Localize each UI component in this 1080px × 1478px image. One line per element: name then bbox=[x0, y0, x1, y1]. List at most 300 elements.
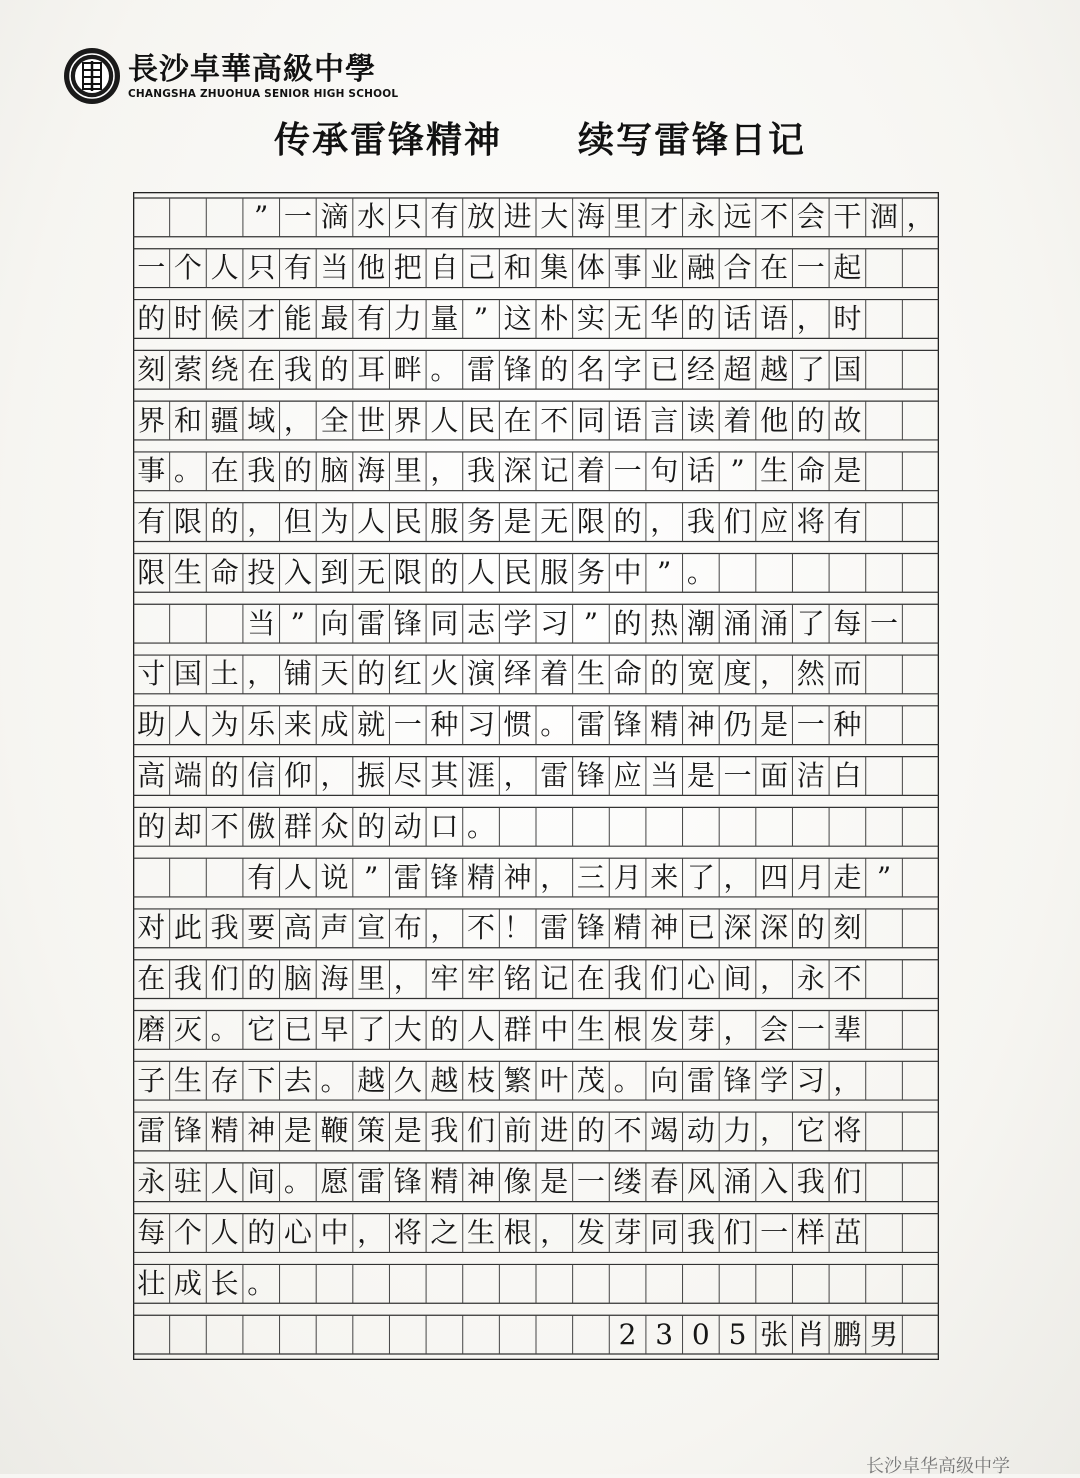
grid-char: 我 bbox=[467, 454, 496, 488]
grid-char: 每 bbox=[137, 1216, 166, 1250]
grid-char: 茂 bbox=[576, 1063, 605, 1097]
grid-char: 在 bbox=[503, 403, 532, 437]
grid-char: 一 bbox=[796, 251, 825, 285]
grid-char: 习 bbox=[540, 606, 569, 640]
grid-char: 们 bbox=[210, 962, 239, 996]
grid-char: 牢 bbox=[467, 962, 496, 996]
grid-char: 的 bbox=[283, 454, 312, 488]
grid-char: 潮 bbox=[686, 606, 715, 640]
grid-char: 种 bbox=[833, 708, 862, 742]
grid-char: 越 bbox=[430, 1063, 459, 1097]
grid-char: 芽 bbox=[613, 1216, 642, 1250]
grid-char: 为 bbox=[320, 505, 349, 539]
grid-char: 寸 bbox=[137, 657, 166, 691]
grid-char: 我 bbox=[173, 962, 202, 996]
grid-char: 限 bbox=[173, 505, 202, 539]
grid-char: 对 bbox=[137, 911, 166, 945]
grid-char: 人 bbox=[467, 1012, 496, 1046]
grid-char: 。 bbox=[283, 1165, 312, 1199]
writing-grid bbox=[133, 192, 939, 1360]
grid-char: 的 bbox=[210, 758, 239, 792]
grid-char: 了 bbox=[796, 352, 825, 386]
grid-char: 语 bbox=[760, 301, 789, 335]
grid-char: 一 bbox=[796, 1012, 825, 1046]
grid-char: 种 bbox=[430, 708, 459, 742]
grid-char: 锋 bbox=[173, 1114, 202, 1148]
grid-char: 里 bbox=[357, 962, 386, 996]
grid-char: 着 bbox=[576, 454, 605, 488]
grid-char: 涯 bbox=[467, 758, 496, 792]
grid-char: 是 bbox=[393, 1114, 422, 1148]
grid-char: 候 bbox=[210, 301, 239, 335]
grid-char: 的 bbox=[613, 505, 642, 539]
grid-char: 干 bbox=[833, 200, 862, 234]
grid-char: 声 bbox=[320, 911, 349, 945]
grid-char: 限 bbox=[137, 555, 166, 589]
grid-char: ， bbox=[247, 657, 276, 691]
grid-char: 记 bbox=[540, 454, 569, 488]
grid-char: 众 bbox=[320, 809, 349, 843]
grid-char: 在 bbox=[247, 352, 276, 386]
grid-char: 向 bbox=[320, 606, 349, 640]
grid-char: 一 bbox=[796, 708, 825, 742]
grid-char: 锋 bbox=[613, 708, 642, 742]
grid-char: 时 bbox=[833, 301, 862, 335]
grid-char: 个 bbox=[173, 1216, 202, 1250]
grid-char: 大 bbox=[540, 200, 569, 234]
grid-char: 春 bbox=[650, 1165, 679, 1199]
grid-char: 振 bbox=[357, 758, 386, 792]
grid-char: 深 bbox=[760, 911, 789, 945]
grid-char: 宽 bbox=[686, 657, 715, 691]
grid-char: 无 bbox=[613, 301, 642, 335]
grid-char: 繁 bbox=[503, 1063, 532, 1097]
grid-char: 们 bbox=[723, 505, 752, 539]
grid-char: 来 bbox=[283, 708, 312, 742]
grid-char: 月 bbox=[613, 860, 642, 894]
grid-char: 有 bbox=[137, 505, 166, 539]
grid-char: 。 bbox=[613, 1063, 642, 1097]
grid-char: 却 bbox=[173, 809, 202, 843]
signature-char: 男 bbox=[870, 1317, 899, 1351]
grid-char: 人 bbox=[283, 860, 312, 894]
grid-char: 了 bbox=[796, 606, 825, 640]
grid-char: 它 bbox=[247, 1012, 276, 1046]
grid-char: 朴 bbox=[540, 301, 569, 335]
grid-char: 心 bbox=[283, 1216, 312, 1250]
grid-char: 刻 bbox=[137, 352, 166, 386]
grid-char: 存 bbox=[210, 1063, 239, 1097]
grid-char: 的 bbox=[320, 352, 349, 386]
grid-char: 热 bbox=[650, 606, 679, 640]
grid-char: ， bbox=[760, 657, 789, 691]
grid-char: 精 bbox=[613, 911, 642, 945]
grid-char: 驻 bbox=[173, 1165, 202, 1199]
grid-char: 像 bbox=[503, 1165, 532, 1199]
signature-char: 鹏 bbox=[833, 1317, 862, 1351]
grid-char: 人 bbox=[210, 1216, 239, 1250]
grid-char: 叶 bbox=[540, 1063, 569, 1097]
grid-char: ， bbox=[833, 1063, 862, 1097]
grid-char: 辈 bbox=[833, 1012, 862, 1046]
grid-char: 刻 bbox=[833, 911, 862, 945]
grid-char: 神 bbox=[467, 1165, 496, 1199]
grid-char: 将 bbox=[796, 505, 825, 539]
grid-char: ” bbox=[254, 200, 269, 234]
grid-char: 话 bbox=[723, 301, 752, 335]
grid-char: 动 bbox=[686, 1114, 715, 1148]
grid-char: 已 bbox=[283, 1012, 312, 1046]
grid-char: 。 bbox=[686, 555, 715, 589]
grid-char: 服 bbox=[540, 555, 569, 589]
grid-char: 其 bbox=[430, 758, 459, 792]
grid-char: 会 bbox=[760, 1012, 789, 1046]
grid-char: 们 bbox=[467, 1114, 496, 1148]
grid-char: 我 bbox=[247, 454, 276, 488]
grid-char: 远 bbox=[723, 200, 752, 234]
grid-char: 永 bbox=[137, 1165, 166, 1199]
grid-char: 大 bbox=[393, 1012, 422, 1046]
grid-char: 涌 bbox=[723, 606, 752, 640]
grid-char: 了 bbox=[686, 860, 715, 894]
grid-char: 就 bbox=[357, 708, 386, 742]
grid-char: ” bbox=[473, 301, 489, 335]
grid-char: 是 bbox=[503, 505, 532, 539]
grid-char: 的 bbox=[650, 657, 679, 691]
grid-char: 不 bbox=[760, 200, 789, 234]
grid-char: 四 bbox=[760, 860, 789, 894]
grid-char: 水 bbox=[357, 200, 386, 234]
grid-char: 我 bbox=[686, 1216, 715, 1250]
grid-char: 锋 bbox=[576, 758, 605, 792]
grid-char: 锋 bbox=[503, 352, 532, 386]
grid-char: 一 bbox=[576, 1165, 605, 1199]
grid-char: 是 bbox=[540, 1165, 569, 1199]
grid-char: 此 bbox=[173, 911, 202, 945]
signature-char: 5 bbox=[728, 1317, 747, 1351]
grid-char: 每 bbox=[833, 606, 862, 640]
grid-char: 枝 bbox=[467, 1063, 496, 1097]
grid-char: 我 bbox=[613, 962, 642, 996]
grid-char: 命 bbox=[796, 454, 825, 488]
grid-char: 。 bbox=[173, 454, 202, 488]
grid-char: 学 bbox=[503, 606, 532, 640]
grid-char: 才 bbox=[650, 200, 679, 234]
grid-char: 雷 bbox=[393, 860, 422, 894]
grid-char: 投 bbox=[247, 555, 276, 589]
grid-char: ， bbox=[430, 454, 459, 488]
grid-char: 的 bbox=[137, 809, 166, 843]
grid-char: 业 bbox=[650, 251, 679, 285]
grid-char: 。 bbox=[467, 809, 496, 843]
grid-char: ” bbox=[290, 606, 305, 640]
grid-char: 学 bbox=[760, 1063, 789, 1097]
grid-char: 雷 bbox=[686, 1063, 715, 1097]
grid-char: 永 bbox=[686, 200, 715, 234]
grid-char: ， bbox=[796, 301, 825, 335]
grid-char: 惯 bbox=[503, 708, 532, 742]
grid-char: 服 bbox=[430, 505, 459, 539]
grid-char: ， bbox=[540, 1216, 569, 1250]
grid-char: 会 bbox=[796, 200, 825, 234]
grid-char: 绕 bbox=[210, 352, 239, 386]
grid-char: 记 bbox=[540, 962, 569, 996]
grid-char: 精 bbox=[467, 860, 496, 894]
grid-char: 了 bbox=[357, 1012, 386, 1046]
grid-char: 去 bbox=[283, 1063, 312, 1097]
grid-char: 有 bbox=[357, 301, 386, 335]
grid-char: 最 bbox=[320, 301, 349, 335]
grid-char: 当 bbox=[320, 251, 349, 285]
grid-char: 语 bbox=[613, 403, 642, 437]
grid-char: 务 bbox=[576, 555, 605, 589]
grid-char: 不 bbox=[613, 1114, 642, 1148]
grid-char: 一 bbox=[723, 758, 752, 792]
grid-char: 发 bbox=[650, 1012, 679, 1046]
grid-char: 芽 bbox=[686, 1012, 715, 1046]
grid-char: 。 bbox=[320, 1063, 349, 1097]
grid-char: 入 bbox=[760, 1165, 789, 1199]
grid-char: 前 bbox=[503, 1114, 532, 1148]
school-name-english: CHANGSHA ZHUOHUA SENIOR HIGH SCHOOL bbox=[128, 88, 399, 100]
grid-char: 域 bbox=[247, 403, 276, 437]
grid-char: 我 bbox=[796, 1165, 825, 1199]
grid-char: 生 bbox=[173, 555, 202, 589]
grid-char: 萦 bbox=[173, 352, 202, 386]
grid-char: 句 bbox=[650, 454, 679, 488]
grid-char: ， bbox=[723, 860, 752, 894]
grid-char: 将 bbox=[833, 1114, 862, 1148]
grid-char: 海 bbox=[357, 454, 386, 488]
grid-char: ” bbox=[730, 454, 745, 488]
grid-char: 精 bbox=[650, 708, 679, 742]
grid-char: 鞭 bbox=[320, 1114, 349, 1148]
grid-char: 同 bbox=[576, 403, 605, 437]
grid-char: 同 bbox=[650, 1216, 679, 1250]
grid-char: 起 bbox=[833, 251, 862, 285]
grid-char: 的 bbox=[247, 1216, 276, 1250]
grid-char: 走 bbox=[833, 860, 862, 894]
grid-char: 雷 bbox=[576, 708, 605, 742]
grid-char: 愿 bbox=[320, 1165, 349, 1199]
grid-char: 心 bbox=[686, 962, 715, 996]
grid-char: 界 bbox=[393, 403, 422, 437]
grid-char: 雷 bbox=[540, 758, 569, 792]
school-emblem-icon bbox=[62, 46, 122, 106]
grid-char: 无 bbox=[540, 505, 569, 539]
grid-char: ， bbox=[723, 1012, 752, 1046]
grid-char: 高 bbox=[283, 911, 312, 945]
grid-char: 实 bbox=[576, 301, 605, 335]
grid-char: 它 bbox=[796, 1114, 825, 1148]
grid-char: 到 bbox=[320, 555, 349, 589]
grid-char: 牢 bbox=[430, 962, 459, 996]
grid-char: 土 bbox=[210, 657, 239, 691]
grid-char: 但 bbox=[283, 505, 312, 539]
grid-char: ” bbox=[583, 606, 599, 640]
grid-char: 人 bbox=[210, 251, 239, 285]
grid-char: 根 bbox=[503, 1216, 532, 1250]
grid-char: 壮 bbox=[137, 1266, 166, 1300]
grid-char: 是 bbox=[833, 454, 862, 488]
signature-char: 肖 bbox=[796, 1317, 825, 1351]
grid-char: 向 bbox=[650, 1063, 679, 1097]
grid-char: 宣 bbox=[357, 911, 386, 945]
grid-char: 精 bbox=[210, 1114, 239, 1148]
grid-char: 成 bbox=[173, 1266, 202, 1300]
grid-char: ， bbox=[247, 505, 276, 539]
grid-char: 锋 bbox=[430, 860, 459, 894]
grid-char: 人 bbox=[210, 1165, 239, 1199]
grid-char: 有 bbox=[247, 860, 276, 894]
grid-char: 锋 bbox=[393, 1165, 422, 1199]
grid-char: 在 bbox=[210, 454, 239, 488]
grid-char: 务 bbox=[467, 505, 496, 539]
grid-char: 洁 bbox=[796, 758, 825, 792]
grid-char: 我 bbox=[283, 352, 312, 386]
grid-char: 体 bbox=[576, 251, 605, 285]
grid-char: 成 bbox=[320, 708, 349, 742]
grid-char: 。 bbox=[210, 1012, 239, 1046]
grid-char: 神 bbox=[686, 708, 715, 742]
grid-char: 人 bbox=[430, 403, 459, 437]
grid-char: ， bbox=[430, 911, 459, 945]
grid-char: 习 bbox=[467, 708, 496, 742]
grid-char: 白 bbox=[833, 758, 862, 792]
grid-char: 群 bbox=[283, 809, 312, 843]
grid-char: 间 bbox=[723, 962, 752, 996]
grid-char: 习 bbox=[796, 1063, 825, 1097]
grid-char: 乐 bbox=[247, 708, 276, 742]
grid-char: 只 bbox=[393, 200, 422, 234]
grid-char: 锋 bbox=[393, 606, 422, 640]
grid-char: 他 bbox=[357, 251, 386, 285]
grid-char: 仰 bbox=[283, 758, 312, 792]
grid-char: 。 bbox=[247, 1266, 276, 1300]
grid-char: 命 bbox=[210, 555, 239, 589]
grid-char: 雷 bbox=[540, 911, 569, 945]
grid-char: ， bbox=[760, 962, 789, 996]
grid-char: 己 bbox=[467, 251, 496, 285]
grid-char: 才 bbox=[247, 301, 276, 335]
grid-char: 不 bbox=[540, 403, 569, 437]
grid-char: 进 bbox=[540, 1114, 569, 1148]
grid-char: 一 bbox=[613, 454, 642, 488]
grid-char: 经 bbox=[686, 352, 715, 386]
grid-char: 人 bbox=[467, 555, 496, 589]
grid-char: 国 bbox=[173, 657, 202, 691]
grid-char: 着 bbox=[723, 403, 752, 437]
grid-char: 集 bbox=[540, 251, 569, 285]
grid-char: 月 bbox=[796, 860, 825, 894]
grid-char: 红 bbox=[393, 657, 422, 691]
grid-char: 的 bbox=[357, 809, 386, 843]
grid-char: 自 bbox=[430, 251, 459, 285]
grid-char: ， bbox=[760, 1114, 789, 1148]
grid-char: 的 bbox=[576, 1114, 605, 1148]
grid-char: 灭 bbox=[173, 1012, 202, 1046]
grid-char: 他 bbox=[760, 403, 789, 437]
grid-char: 超 bbox=[723, 352, 752, 386]
grid-char: 茁 bbox=[833, 1216, 862, 1250]
grid-char: 将 bbox=[393, 1216, 422, 1250]
grid-char: 中 bbox=[613, 555, 642, 589]
grid-char: 当 bbox=[650, 758, 679, 792]
grid-char: 和 bbox=[503, 251, 532, 285]
grid-char: 民 bbox=[503, 555, 532, 589]
grid-char: 全 bbox=[320, 403, 349, 437]
grid-char: 应 bbox=[760, 505, 789, 539]
grid-char: 的 bbox=[357, 657, 386, 691]
grid-char: 志 bbox=[467, 606, 496, 640]
grid-char: 进 bbox=[503, 200, 532, 234]
grid-char: 畔 bbox=[393, 352, 422, 386]
grid-char: ， bbox=[906, 200, 935, 234]
grid-char: 合 bbox=[723, 251, 752, 285]
grid-char: 把 bbox=[393, 251, 422, 285]
grid-char: 耳 bbox=[357, 352, 386, 386]
grid-char: 火 bbox=[430, 657, 459, 691]
grid-char: 融 bbox=[686, 251, 715, 285]
grid-char: 话 bbox=[686, 454, 715, 488]
grid-char: 力 bbox=[393, 301, 422, 335]
grid-char: 动 bbox=[393, 809, 422, 843]
grid-char: 限 bbox=[576, 505, 605, 539]
school-name: 長沙卓華高級中學 bbox=[128, 52, 376, 87]
grid-char: 中 bbox=[320, 1216, 349, 1250]
grid-char: 故 bbox=[833, 403, 862, 437]
grid-char: 脑 bbox=[283, 962, 312, 996]
grid-char: ， bbox=[283, 403, 312, 437]
grid-char: 子 bbox=[137, 1063, 166, 1097]
grid-char: 华 bbox=[650, 301, 679, 335]
signature-char: 0 bbox=[691, 1317, 710, 1351]
grid-char: 国 bbox=[833, 352, 862, 386]
grid-char: 的 bbox=[686, 301, 715, 335]
grid-char: 们 bbox=[723, 1216, 752, 1250]
grid-char: 早 bbox=[320, 1012, 349, 1046]
grid-char: 一 bbox=[760, 1216, 789, 1250]
grid-char: 。 bbox=[430, 352, 459, 386]
grid-char: 不 bbox=[467, 911, 496, 945]
grid-char: 和 bbox=[173, 403, 202, 437]
grid-char: 着 bbox=[540, 657, 569, 691]
grid-char: 我 bbox=[430, 1114, 459, 1148]
grid-char: 命 bbox=[613, 657, 642, 691]
grid-char: 的 bbox=[540, 352, 569, 386]
grid-char: 疆 bbox=[210, 403, 239, 437]
grid-char: 应 bbox=[613, 758, 642, 792]
grid-char: 雷 bbox=[357, 1165, 386, 1199]
grid-char: 神 bbox=[247, 1114, 276, 1148]
grid-char: 脑 bbox=[320, 454, 349, 488]
grid-char: 有 bbox=[833, 505, 862, 539]
grid-char: 永 bbox=[796, 962, 825, 996]
grid-char: 的 bbox=[210, 505, 239, 539]
grid-char: 久 bbox=[393, 1063, 422, 1097]
grid-char: 的 bbox=[247, 962, 276, 996]
grid-char: 时 bbox=[173, 301, 202, 335]
grid-char: 是 bbox=[686, 758, 715, 792]
grid-char: ， bbox=[540, 860, 569, 894]
grid-char: 口 bbox=[430, 809, 459, 843]
grid-char: 的 bbox=[430, 1012, 459, 1046]
grid-char: 深 bbox=[723, 911, 752, 945]
grid-char: 铺 bbox=[283, 657, 312, 691]
grid-char: 有 bbox=[283, 251, 312, 285]
grid-char: 滴 bbox=[320, 200, 349, 234]
grid-char: 生 bbox=[576, 1012, 605, 1046]
